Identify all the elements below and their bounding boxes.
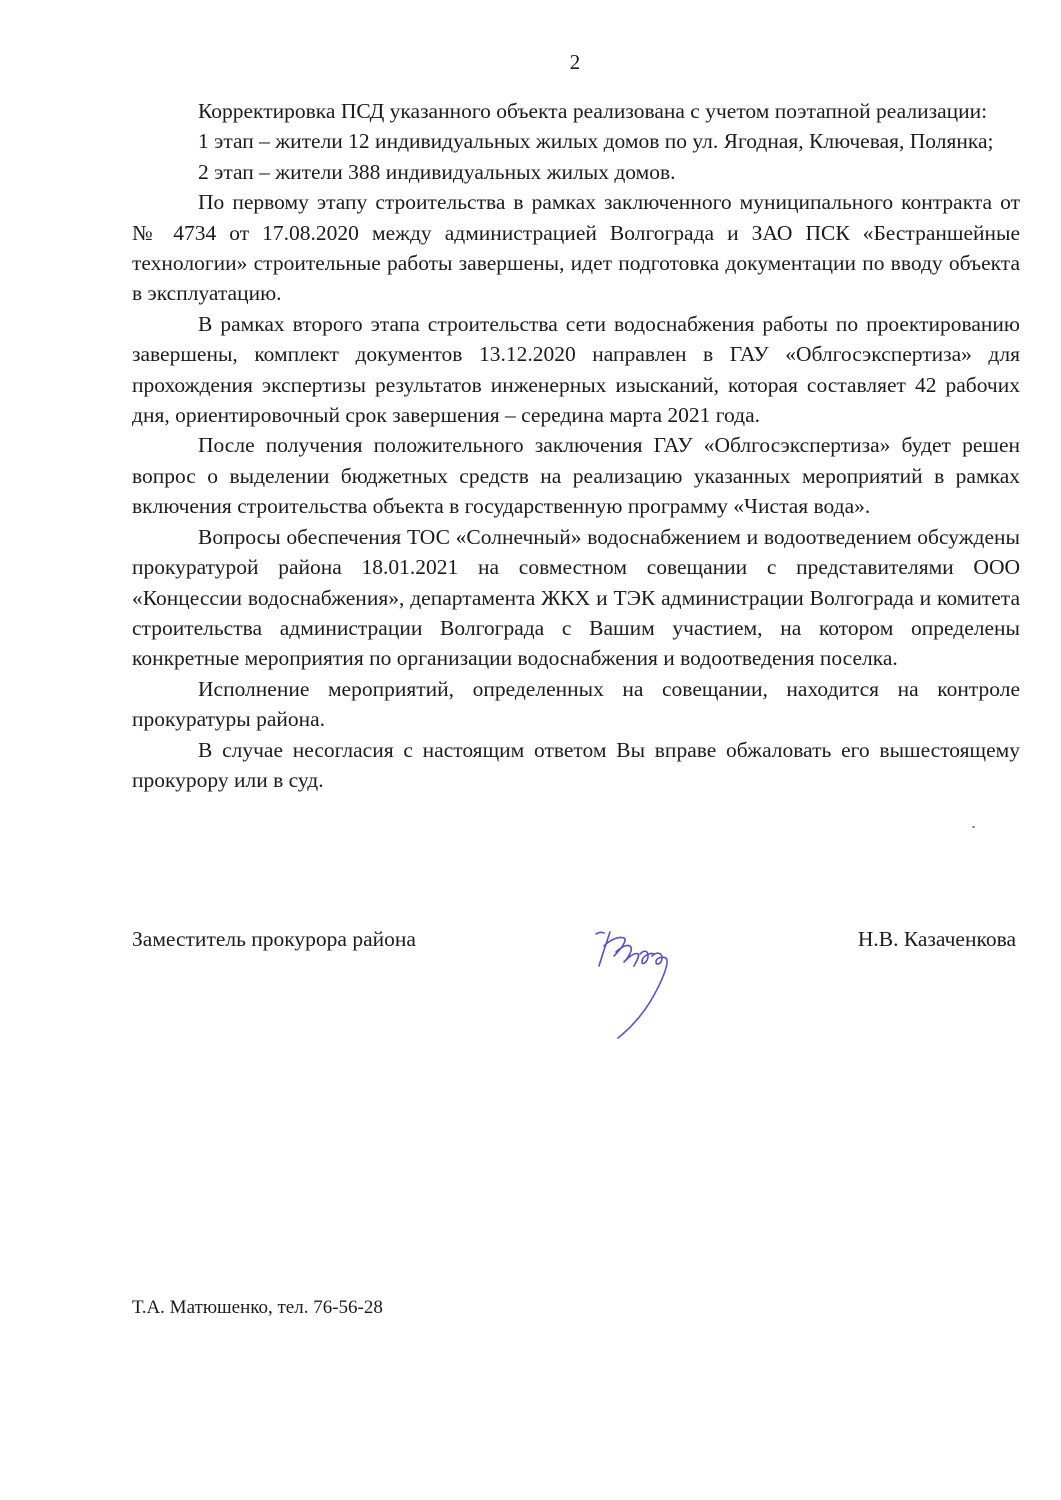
paragraph-correction: Корректировка ПСД указанного объекта реализована с учетом поэтапной реализации: [198,99,988,123]
scan-speck [972,826,975,828]
letter-body [132,96,1020,795]
page-number: 2 [569,50,581,74]
paragraph-meeting: Вопросы обеспечения ТОС «Солнечный» водоснабжением и водоотведением обсуждены прокуратурой района 18.01.2021 на совместном совещании с представителями ООО «Концессии водоснабжения», департамента ЖКХ и ТЭК администрации Волгограда и комитета строительства администрации Волгограда с Вашим участием, на котором определены конкретные мероприятия по организации водоснабжения и водоотведения поселка. [132,524,1020,671]
paragraph-stage-1: 1 этап – жители 12 индивидуальных жилых домов по ул. Ягодная, Ключевая, Полянка; [198,129,994,154]
executor-contact: Т.А. Матюшенко, тел. 76-56-28 [132,1297,383,1318]
paragraph-control: Исполнение мероприятий, определенных на совещании, находится на контроле прокуратуры района. [132,676,1020,732]
handwritten-signature [590,922,700,1042]
signatory-name: Н.В. Казаченкова [857,927,1016,951]
paragraph-appeal: В случае несогласия с настоящим ответом Вы вправе обжаловать его вышестоящему прокурору или в суд. [132,737,1020,792]
signature-block [132,927,1020,967]
signatory-title: Заместитель прокурора района [132,927,416,951]
paragraph-stage-2: 2 этап – жители 388 индивидуальных жилых домов. [198,159,676,184]
paragraph-second-stage: В рамках второго этапа строительства сети водоснабжения работы по проектированию завершены, комплект документов 13.12.2020 направлен в ГАУ «Облгосэкспертиза» для прохождения экспертизы результатов инженерных изысканий, которая составляет 42 рабочих дня, ориентировочный срок завершения – середина марта 2021 года. [132,311,1020,428]
paragraph-first-stage-contract: По первому этапу строительства в рамках заключенного муниципального контракта от № 4734 от 17.08.2020 между администрацией Волгограда и ЗАО ПСК «Бестраншейные технологии» строительные работы завершены, идет подготовка документации по вводу объекта в эксплуатацию. [132,190,1020,306]
paragraph-budget: После получения положительного заключения ГАУ «Облгосэкспертиза» будет решен вопрос о выделении бюджетных средств на реализацию указанных мероприятий в рамках включения строительства объекта в государственную программу «Чистая вода». [132,433,1020,519]
